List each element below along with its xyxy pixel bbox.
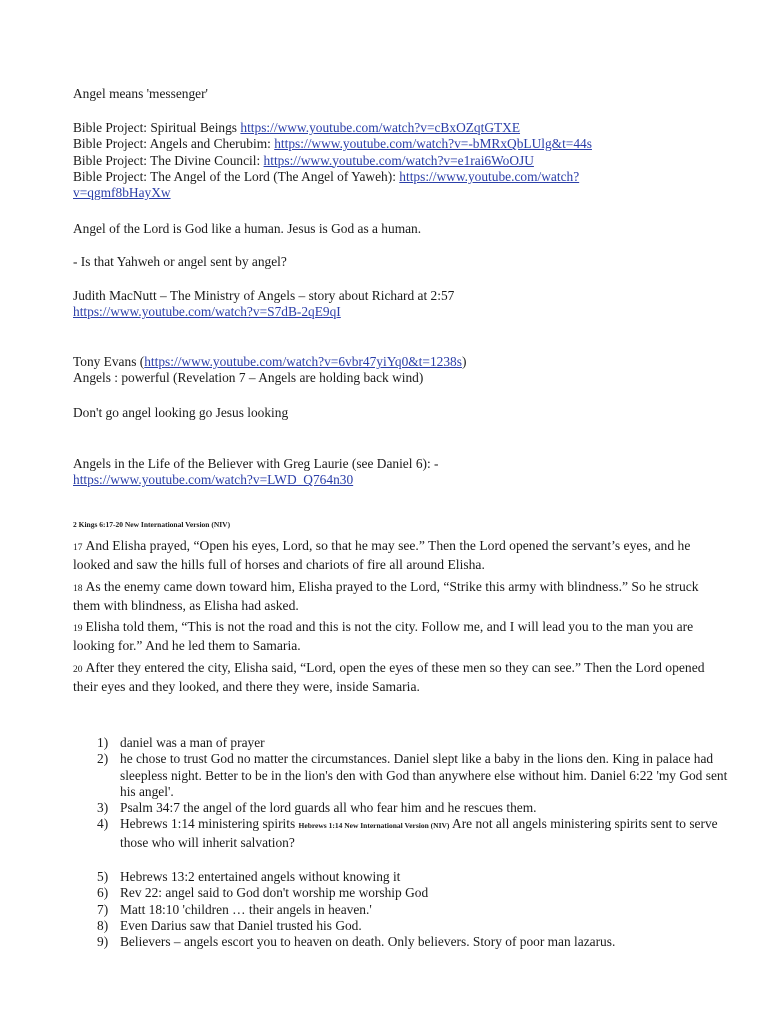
inline-passage-heading: Hebrews 1:14 New International Version (NIV) xyxy=(298,821,450,831)
evans-block xyxy=(73,354,728,387)
list-item: 2) he chose to trust God no matter the circumstances. Daniel slept like a baby in the lions den. King in palace had sleepless night. Better to be in the lion's den with God than anywhere else without him. Daniel 6:22 'my God sent his angel'. xyxy=(97,751,728,799)
verse-19: 19 Elisha told them, “This is not the road and this is not the city. Follow me, and I will lead you to the man you are looking for.” And he led them to Samaria. xyxy=(73,619,694,653)
link-angel-of-lord[interactable]: https://www.youtube.com/watch? xyxy=(399,168,580,184)
bible-project-divine-council: Bible Project: The Divine Council: https://www.youtube.com/watch?v=e1rai6WoOJU xyxy=(73,152,534,168)
notes-list-a xyxy=(73,735,728,851)
list-item: 6) Rev 22: angel said to God don't worship me worship God xyxy=(97,885,429,901)
link-macnutt[interactable]: https://www.youtube.com/watch?v=S7dB-2qE9qI xyxy=(73,304,341,320)
bible-project-angels-cherubim: Bible Project: Angels and Cherubim: https://www.youtube.com/watch?v=-bMRxQbLUlg&t=44s xyxy=(73,136,592,152)
list-item: 1) daniel was a man of prayer xyxy=(97,735,265,750)
link-greg-laurie[interactable]: https://www.youtube.com/watch?v=LWD_Q764n30 xyxy=(73,472,354,488)
link-divine-council[interactable]: https://www.youtube.com/watch?v=e1rai6WoOJU xyxy=(263,152,534,168)
verse-number: 18 xyxy=(73,584,83,594)
evans-angels-powerful: Angels : powerful (Revelation 7 – Angels are holding back wind) xyxy=(73,370,424,386)
list-item: 8) Even Darius saw that Daniel trusted his God. xyxy=(97,917,362,933)
dont-go-note: Don't go angel looking go Jesus looking xyxy=(73,405,289,420)
list-item: 7) Matt 18:10 'children … their angels in heaven.' xyxy=(97,901,372,917)
verse-number: 17 xyxy=(73,543,83,553)
intro-line: Angel means 'messenger' xyxy=(73,86,208,101)
list-item: 5) Hebrews 13:2 entertained angels without knowing it xyxy=(97,869,401,884)
link-angels-cherubim[interactable]: https://www.youtube.com/watch?v=-bMRxQbLUlg&t=44s xyxy=(274,136,592,152)
laurie-block xyxy=(73,456,728,489)
bible-project-spiritual-beings: Bible Project: Spiritual Beings https://www.youtube.com/watch?v=cBxOZqtGTXE xyxy=(73,120,521,135)
list-item: 4) Hebrews 1:14 ministering spirits Hebrews 1:14 New International Version (NIV) Are not all angels ministering spirits sent to serve those who will inherit salvation? xyxy=(97,816,718,850)
laurie-text: Angels in the Life of the Believer with Greg Laurie (see Daniel 6): - xyxy=(73,456,439,471)
verse-number: 20 xyxy=(73,665,83,675)
list-item: 3) Psalm 34:7 the angel of the lord guards all who fear him and he rescues them. xyxy=(97,800,537,816)
bible-project-angel-of-lord: Bible Project: The Angel of the Lord (The Angel of Yaweh): https://www.youtube.com/watch? v=qgmf8bHayXw xyxy=(73,168,580,201)
macnutt-text: Judith MacNutt – The Ministry of Angels – story about Richard at 2:57 xyxy=(73,288,455,303)
macnutt-block xyxy=(73,288,728,321)
verse-20: 20 After they entered the city, Elisha said, “Lord, open the eyes of these men so they can see.” Then the Lord opened their eyes and they looked, and there they were, inside Samaria. xyxy=(73,660,705,694)
link-angel-of-lord-cont[interactable]: v=qgmf8bHayXw xyxy=(73,185,171,201)
link-spiritual-beings[interactable]: https://www.youtube.com/watch?v=cBxOZqtGTXE xyxy=(240,120,521,135)
link-tony-evans[interactable]: https://www.youtube.com/watch?v=6vbr47yiYq0&t=1238s xyxy=(144,354,462,369)
passage-heading: 2 Kings 6:17-20 New International Version (NIV) xyxy=(73,520,231,529)
question-note: - Is that Yahweh or angel sent by angel? xyxy=(73,254,287,269)
list-item: 9) Believers – angels escort you to heaven on death. Only believers. Story of poor man lazarus. xyxy=(97,934,616,950)
verse-18: 18 As the enemy came down toward him, Elisha prayed to the Lord, “Strike this army with blindness.” So he struck them with blindness, as Elisha had asked. xyxy=(73,579,699,613)
verse-number: 19 xyxy=(73,624,83,634)
notes-list-b xyxy=(73,869,728,950)
bible-project-links xyxy=(73,120,728,201)
evans-line: Tony Evans (https://www.youtube.com/watch?v=6vbr47yiYq0&t=1238s) xyxy=(73,354,467,369)
angel-of-lord-note: Angel of the Lord is God like a human. Jesus is God as a human. xyxy=(73,221,422,236)
verse-17: 17 And Elisha prayed, “Open his eyes, Lord, so that he may see.” Then the Lord opened the servant’s eyes, and he looked and saw the hills full of horses and chariots of fire all around Elisha. xyxy=(73,538,691,572)
